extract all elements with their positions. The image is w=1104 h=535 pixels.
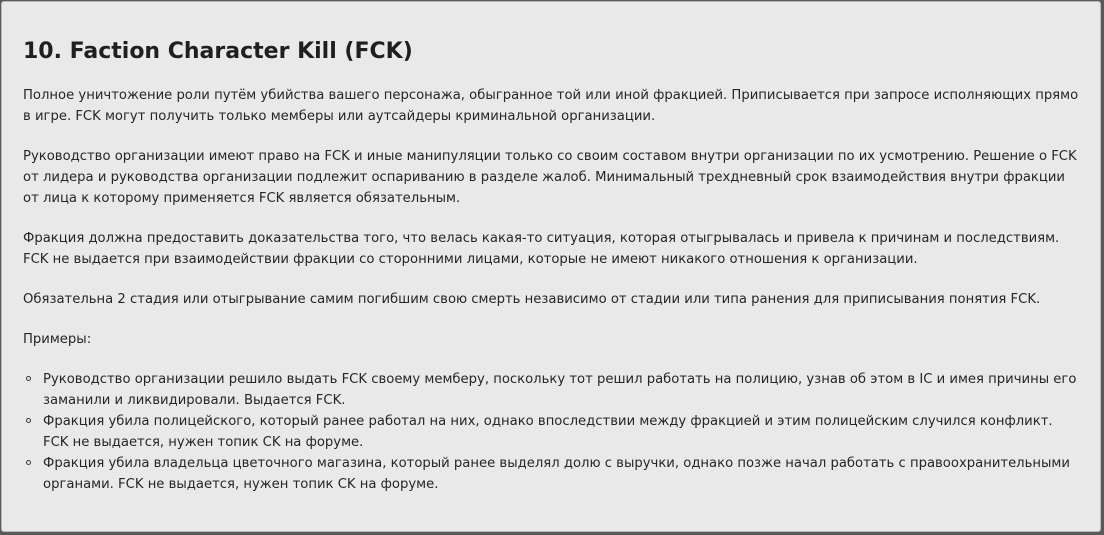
paragraph-evidence: Фракция должна предоставить доказательства того, что велась какая-то ситуация, которая отыгрывалась и привела к причинам и последствиям. FCK не выдается при взаимодействии фракции со сторонними лицами, которые не имеют никакого отношения к организации. bbox=[23, 231, 1060, 267]
list-item bbox=[23, 369, 1080, 411]
list-item bbox=[23, 411, 1080, 453]
example-text: Фракция убила владельца цветочного магазина, который ранее выделял долю с выручки, однако позже начал работать с правоохранительными органами. FCK не выдается, нужен топик CK на форуме. bbox=[43, 456, 1070, 492]
examples-heading: Примеры: bbox=[23, 332, 92, 347]
example-text: Фракция убила полицейского, который ранее работал на них, однако впоследствии между фракцией и этим полицейским случился конфликт. FCK не выдается, нужен топик CK на форуме. bbox=[43, 414, 1053, 450]
example-text: Руководство организации решило выдать FCK своему мемберу, поскольку тот решил работать на полицию, узнав об этом в IC и имея причины его заманили и ликвидировали. Выдается FCK. bbox=[43, 372, 1077, 408]
paragraph-leadership-rights: Руководство организации имеют право на FCK и иные манипуляции только со своим составом внутри организации по их усмотрению. Решение о FCK от лидера и руководства организации подлежит оспариванию в разделе жалоб. Минимальный трехдневный срок взаимодействия внутри фракции от лица к которому применяется FCK является обязательным. bbox=[23, 149, 1077, 206]
rules-article-panel bbox=[1, 1, 1101, 532]
bullet-icon bbox=[26, 418, 31, 423]
list-item bbox=[23, 453, 1080, 495]
bullet-icon bbox=[26, 376, 31, 381]
paragraph-stage-requirement: Обязательна 2 стадия или отыгрывание самим погибшим свою смерть независимо от стадии или типа ранения для приписывания понятия FCK. bbox=[23, 292, 1041, 307]
article-title: 10. Faction Character Kill (FCK) bbox=[23, 39, 413, 64]
bullet-icon bbox=[26, 460, 31, 465]
examples-list bbox=[23, 369, 1080, 495]
paragraph-definition: Полное уничтожение роли путём убийства вашего персонажа, обыгранное той или иной фракцией. Приписывается при запросе исполняющих прямо в игре. FCK могут получить только мемберы или аутсайдеры криминальной организации. bbox=[23, 88, 1079, 124]
